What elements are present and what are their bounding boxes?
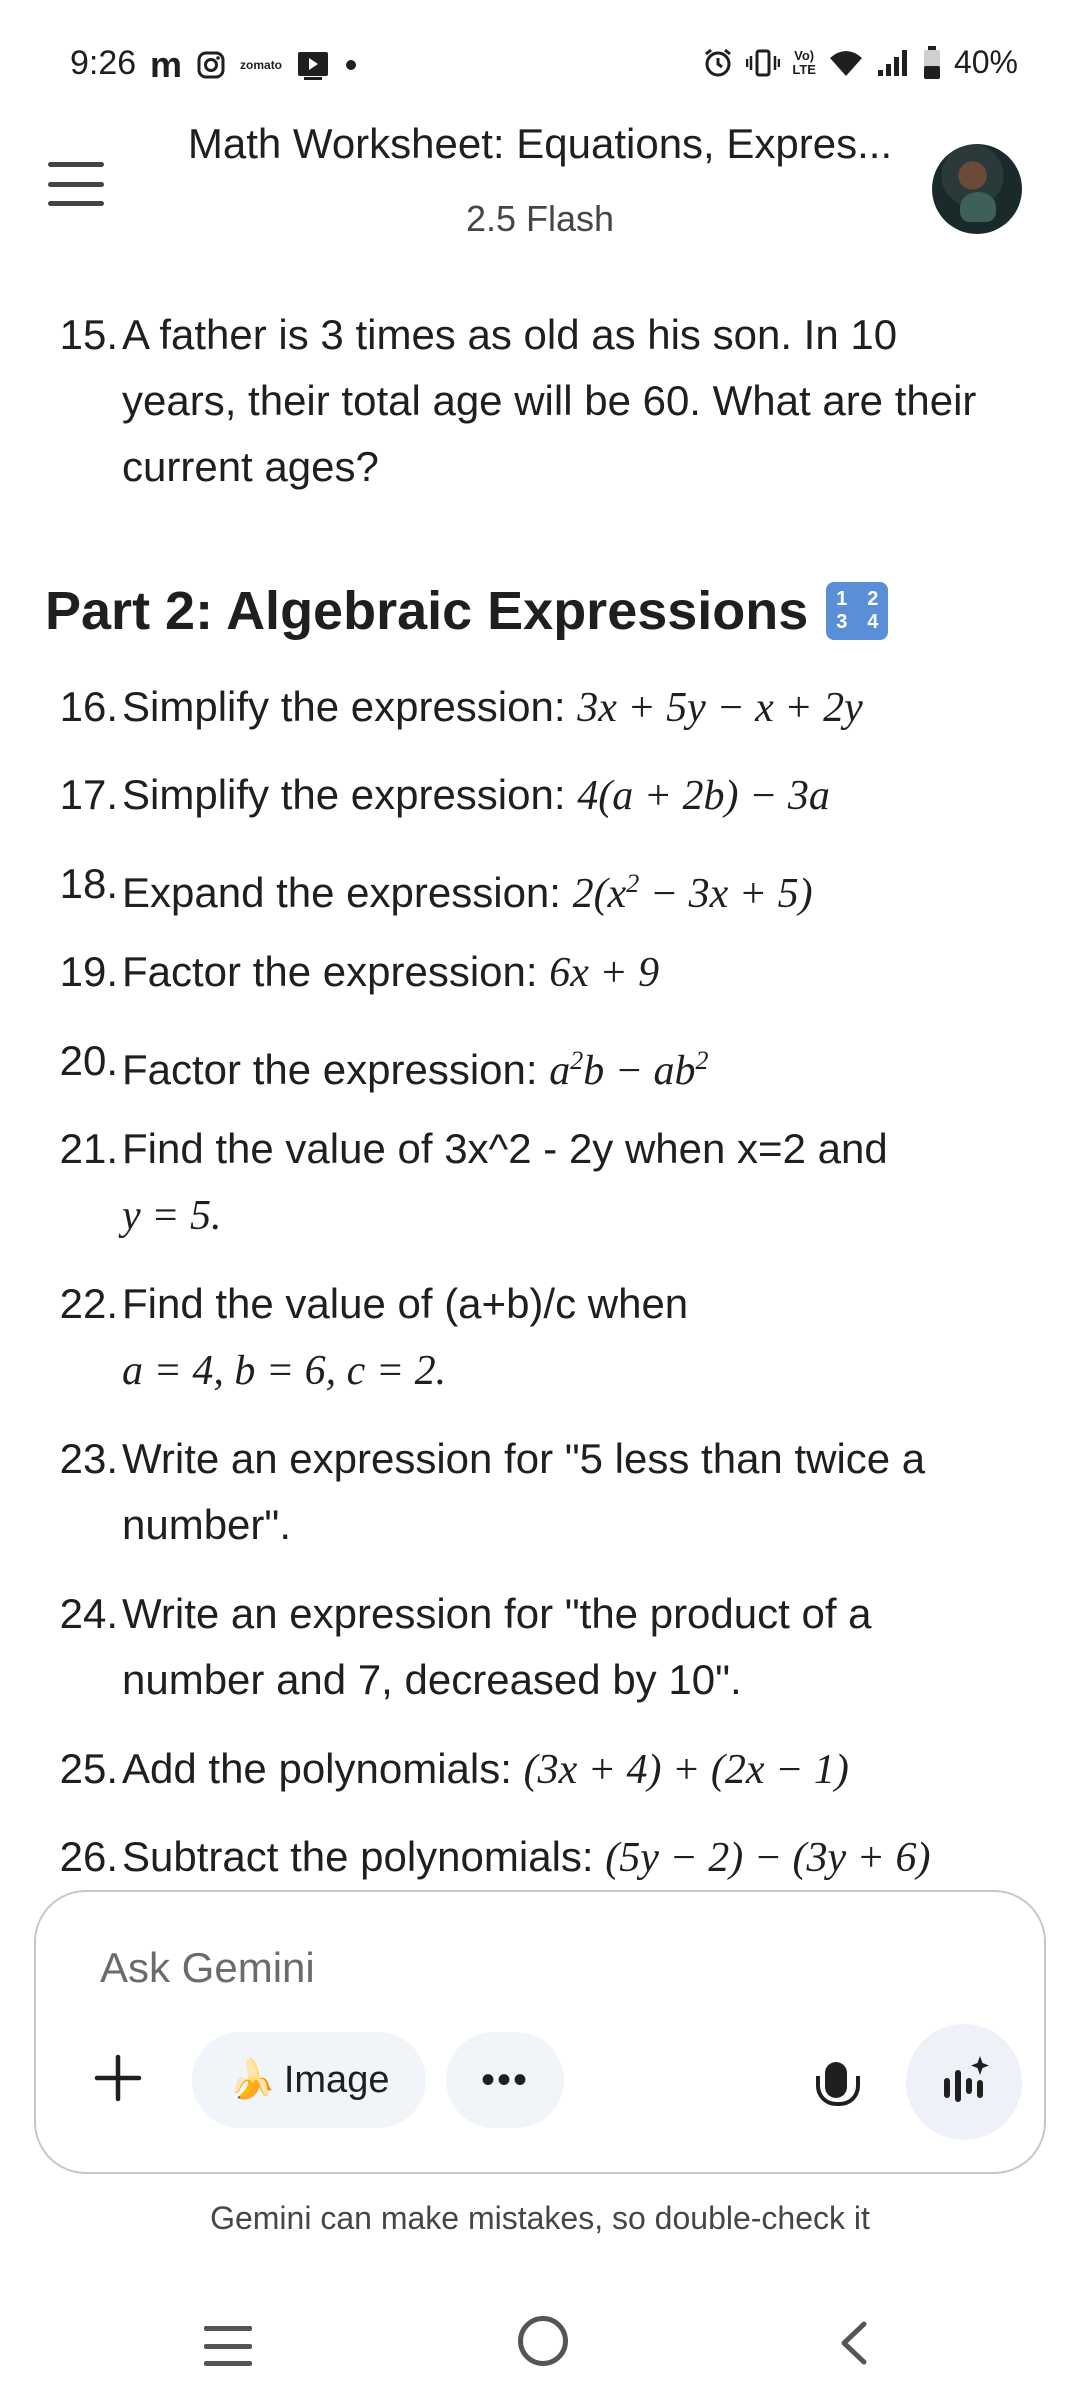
video-icon	[296, 50, 330, 80]
question-text: Write an expression for "the product of a number and 7, decreased by 10".	[122, 1590, 872, 1703]
list-item	[0, 302, 1080, 500]
system-icons	[702, 44, 1018, 81]
list-item	[0, 1736, 909, 1803]
wifi-icon	[828, 48, 864, 78]
dot-icon	[344, 58, 358, 72]
microphone-icon[interactable]	[796, 2040, 876, 2120]
question-text: Find the value of (a+b)/c when	[122, 1280, 689, 1327]
question-text: Factor the expression:	[122, 948, 550, 995]
home-icon[interactable]	[518, 2316, 568, 2366]
prompt-input[interactable]	[100, 1938, 700, 1998]
list-item	[0, 1426, 1080, 1558]
section-heading-text: Part 2: Algebraic Expressions	[45, 581, 809, 641]
math-expression: (3x + 4) + (2x − 1)	[523, 1747, 849, 1793]
signal-icon	[876, 48, 910, 78]
question-number: 22.	[59, 1280, 118, 1327]
question-number: 26.	[59, 1833, 118, 1880]
list-item	[0, 1028, 769, 1104]
question-number: 15.	[59, 311, 118, 358]
question-text: Write an expression for "5 less than twice a number".	[122, 1435, 926, 1548]
menu-icon[interactable]	[48, 162, 104, 206]
question-text: Find the value of 3x^2 - 2y when x=2 and	[122, 1125, 888, 1172]
list-item	[0, 851, 873, 927]
avatar[interactable]	[932, 144, 1022, 234]
system-nav-bar	[0, 2300, 1080, 2392]
list-item	[0, 1824, 991, 1890]
question-number: 21.	[59, 1125, 118, 1172]
volte-icon: Vo) LTE	[792, 47, 816, 77]
instagram-icon	[196, 50, 226, 80]
math-expression: y = 5.	[122, 1193, 222, 1239]
question-number: 24.	[59, 1590, 118, 1637]
math-expression: 6x + 9	[549, 950, 660, 996]
question-text: A father is 3 times as old as his son. In 10 years, their total age will be 60. What are their current ages?	[122, 311, 977, 490]
question-text: Simplify the expression:	[122, 771, 578, 818]
question-number: 18.	[59, 860, 118, 907]
battery-percent: 40%	[953, 44, 1018, 80]
question-number: 20.	[59, 1037, 118, 1084]
math-expression: 4(a + 2b) − 3a	[577, 773, 830, 819]
question-number: 25.	[59, 1745, 118, 1792]
model-selector[interactable]: 2.5 Flash	[465, 198, 615, 239]
question-text: Subtract the polynomials:	[122, 1833, 606, 1880]
list-item	[0, 1116, 948, 1249]
notification-icons	[150, 44, 358, 86]
chat-response	[0, 290, 1080, 1890]
math-expression: 3x + 5y − x + 2y	[577, 685, 863, 731]
back-icon[interactable]	[834, 2318, 874, 2368]
question-number: 17.	[59, 771, 118, 818]
list-item	[0, 674, 923, 741]
list-item	[0, 1581, 1080, 1713]
input-numbers-icon: 1 2 3 4	[826, 582, 888, 640]
list-item	[0, 939, 719, 1006]
question-number: 23.	[59, 1435, 118, 1482]
status-time: 9:26	[70, 44, 137, 82]
chat-title[interactable]: Math Worksheet: Equations, Expres...	[187, 120, 893, 167]
question-text: Add the polynomials:	[122, 1745, 524, 1792]
image-button-label: Image	[283, 2058, 390, 2101]
zomato-icon: zomato	[240, 58, 283, 72]
vibrate-icon	[746, 48, 780, 78]
section-heading	[45, 580, 888, 642]
app-bar	[0, 110, 1080, 260]
question-text: Simplify the expression:	[122, 683, 578, 730]
alarm-icon	[702, 47, 734, 79]
math-expression: a = 4, b = 6, c = 2.	[122, 1348, 447, 1394]
image-button[interactable]	[192, 2032, 426, 2128]
question-text: Expand the expression:	[122, 869, 573, 916]
more-options-button[interactable]: •••	[446, 2032, 564, 2128]
list-item	[0, 762, 890, 829]
question-number: 16.	[59, 683, 118, 730]
question-text: Factor the expression:	[122, 1046, 550, 1093]
battery-icon	[922, 46, 942, 80]
list-item	[0, 1271, 748, 1404]
disclaimer-text: Gemini can make mistakes, so double-check it	[210, 2200, 870, 2236]
math-expression: (5y − 2) − (3y + 6)	[605, 1835, 931, 1881]
add-icon[interactable]	[82, 2042, 154, 2114]
prompt-box	[34, 1890, 1046, 2174]
live-mode-icon[interactable]	[906, 2024, 1022, 2140]
question-number: 19.	[59, 948, 118, 995]
banana-icon: 🍌	[228, 2059, 276, 2101]
math-expression: $2(x^2 - 3x + 5)$	[572, 869, 813, 917]
recents-icon[interactable]	[204, 2326, 252, 2366]
m-icon: m	[150, 44, 183, 85]
math-expression: $a^2b - ab^2$	[549, 1046, 709, 1094]
